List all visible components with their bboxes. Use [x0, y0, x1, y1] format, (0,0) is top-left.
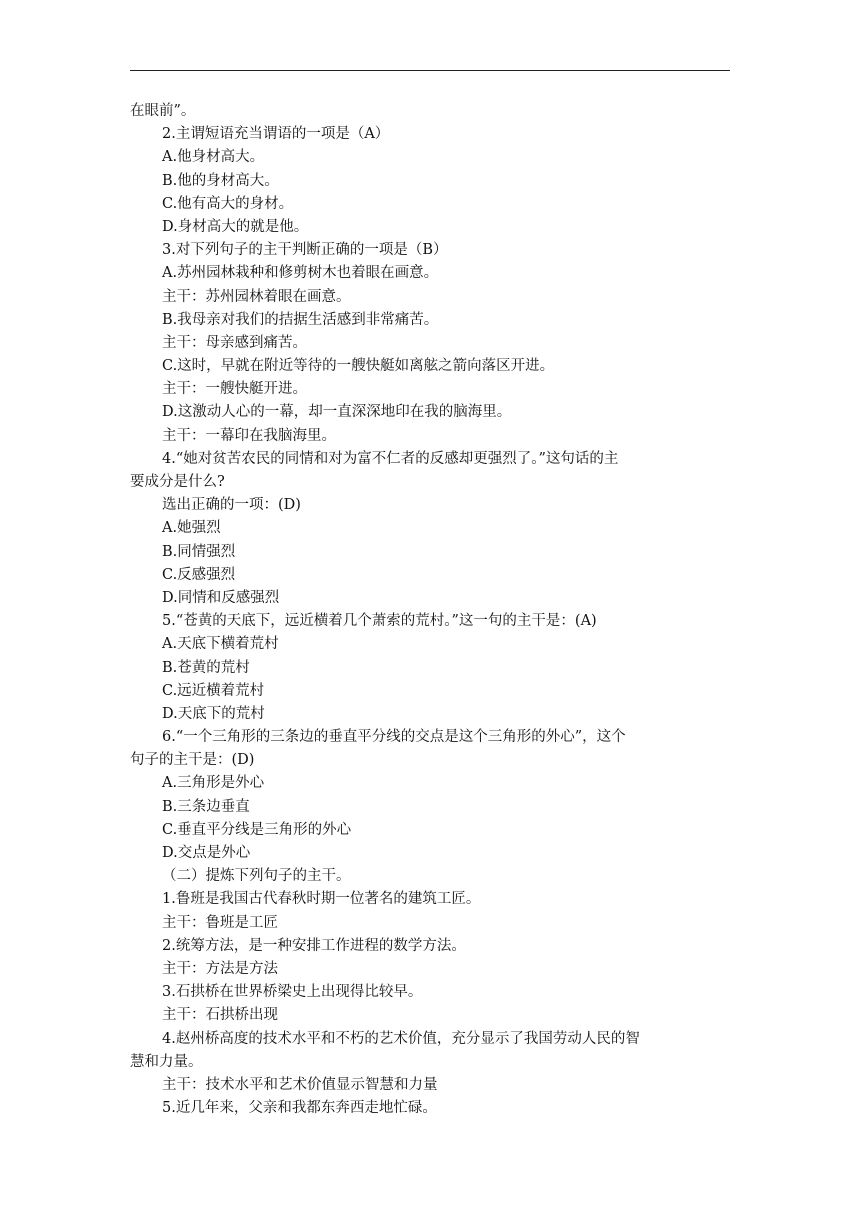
- text-line: 5.近几年来，父亲和我都东奔西走地忙碌。: [162, 1100, 437, 1117]
- text-line: 慧和力量。: [130, 1053, 203, 1070]
- text-line: 主干：方法是方法: [162, 960, 278, 977]
- text-line: D.这激动人心的一幕，却一直深深地印在我的脑海里。: [162, 404, 512, 421]
- text-line: 句子的主干是：(D): [130, 752, 255, 769]
- text-line: 要成分是什么?: [130, 474, 225, 490]
- text-line: B.我母亲对我们的拮据生活感到非常痛苦。: [162, 311, 439, 328]
- text-line: A.苏州园林栽种和修剪树木也着眼在画意。: [162, 265, 439, 282]
- text-line: C.他有高大的身材。: [162, 195, 294, 212]
- text-line: A.她强烈: [162, 520, 221, 537]
- text-line: C.反感强烈: [162, 566, 236, 583]
- text-line: （二）提炼下列句子的主干。: [162, 868, 351, 885]
- header-rule: [130, 70, 730, 71]
- text-line: A.三角形是外心: [162, 775, 265, 792]
- text-line: D.同情和反感强烈: [162, 589, 280, 606]
- text-line: 主干：技术水平和艺术价值显示智慧和力量: [162, 1076, 438, 1093]
- text-line: A.天底下横着荒村: [162, 636, 279, 653]
- text-line: 3.石拱桥在世界桥梁史上出现得比较早。: [162, 984, 423, 1001]
- text-line: C.这时，早就在附近等待的一艘快艇如离舷之箭向落区开进。: [162, 358, 555, 375]
- text-line: B.他的身材高大。: [162, 172, 279, 189]
- text-line: 2.主谓短语充当谓语的一项是（A）: [162, 126, 390, 143]
- text-line: 3.对下列句子的主干判断正确的一项是（B）: [162, 242, 448, 259]
- text-line: 1.鲁班是我国古代春秋时期一位著名的建筑工匠。: [162, 891, 481, 908]
- text-line: 2.统筹方法，是一种安排工作进程的数学方法。: [162, 937, 466, 954]
- text-line: D.身材高大的就是他。: [162, 218, 309, 235]
- text-line: 主干：石拱桥出现: [162, 1007, 278, 1024]
- text-line: 5.“苍黄的天底下，远近横着几个萧索的荒村。”这一句的主干是：(A): [162, 613, 597, 630]
- text-line: C.垂直平分线是三角形的外心: [162, 821, 352, 838]
- text-line: A.他身材高大。: [162, 149, 265, 166]
- text-line: C.远近横着荒村: [162, 682, 265, 699]
- text-line: 4.赵州桥高度的技术水平和不朽的艺术价值，充分显示了我国劳动人民的智: [162, 1030, 640, 1047]
- text-line: B.苍黄的荒村: [162, 659, 250, 676]
- text-line: B.三条边垂直: [162, 798, 250, 815]
- text-line: D.天底下的荒村: [162, 705, 265, 722]
- text-line: 主干：一幕印在我脑海里。: [162, 427, 336, 444]
- text-line: 4.“她对贫苦农民的同情和对为富不仁者的反感却更强烈了。”这句话的主: [162, 450, 619, 467]
- document-body: [130, 100, 730, 1120]
- text-line: 主干：一艘快艇开进。: [162, 381, 307, 398]
- text-line: 6.“一个三角形的三条边的垂直平分线的交点是这个三角形的外心”，这个: [162, 729, 626, 746]
- text-line: 主干：苏州园林着眼在画意。: [162, 288, 351, 305]
- text-line: D.交点是外心: [162, 845, 251, 861]
- text-line: 选出正确的一项：(D): [162, 497, 301, 514]
- text-line: B.同情强烈: [162, 543, 236, 560]
- text-line: 主干：鲁班是工匠: [162, 914, 278, 931]
- text-line: 在眼前”。: [130, 103, 196, 119]
- text-line: 主干：母亲感到痛苦。: [162, 334, 307, 351]
